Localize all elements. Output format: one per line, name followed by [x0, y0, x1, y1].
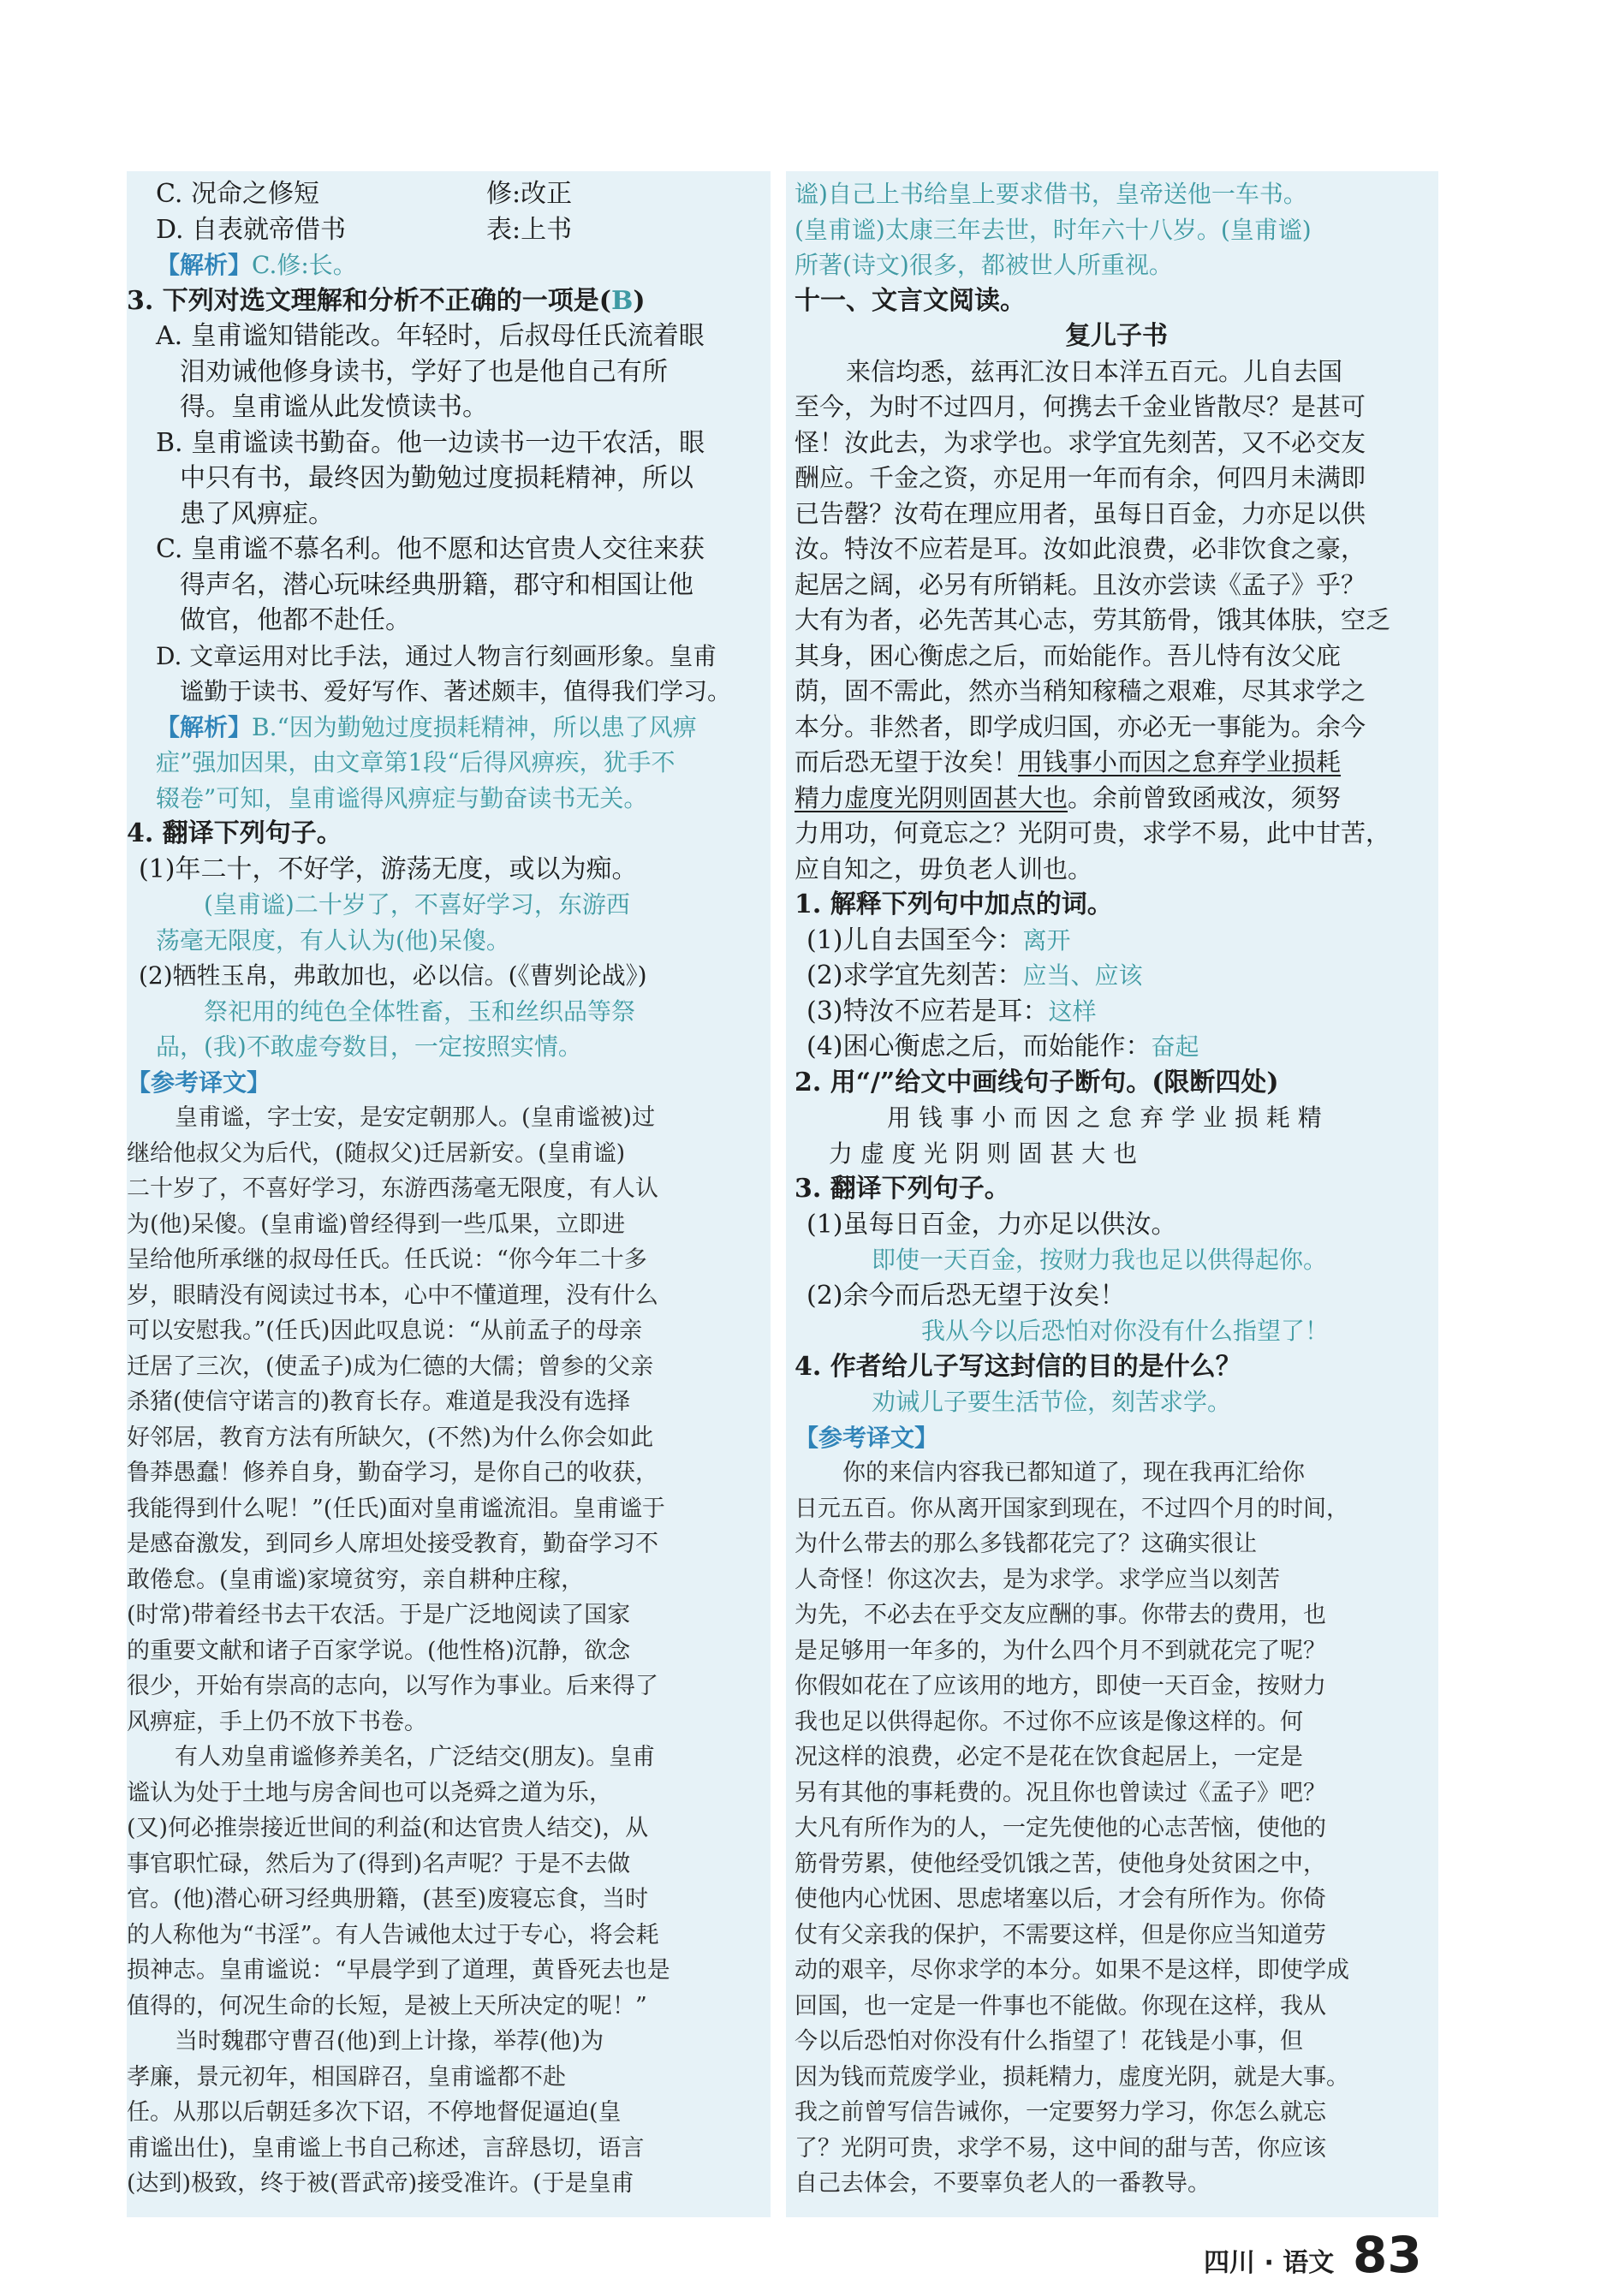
reference-translation-heading: 【参考译文】 — [795, 1423, 939, 1452]
translation-line: 任。从那以后朝廷多次下诏，不停地督促逼迫(皇 — [127, 2099, 622, 2126]
passage-line: 怪！汝此去，为求学也。求学宜先刻苦，又不必交友 — [795, 427, 1366, 457]
passage-line: 应自知之，毋负老人训也。 — [795, 854, 1093, 883]
passage-line: 酬应。千金之资，亦足用一年而有余，何四月未满即 — [795, 463, 1366, 492]
translation-line: 为什么带去的那么多钱都花完了？这确实很让 — [795, 1531, 1257, 1557]
q4-stem: 4. 翻译下列句子。 — [127, 818, 342, 848]
passage-line: 力用功，何竟忘之？光阴可贵，求学不易，此中甘苦， — [795, 818, 1391, 848]
q3-opt-line: 中只有书，最终因为勤勉过度损耗精神，所以 — [180, 463, 693, 493]
passage-line: 至今，为时不过四月，何携去千金业皆散尽？是甚可 — [795, 392, 1366, 421]
translation-line: 鲁莽愚蠢！修养自身，勤奋学习，是你自己的收获， — [127, 1460, 658, 1486]
translation-line: 二十岁了，不喜好学习，东游西荡毫无限度，有人认 — [127, 1175, 658, 1202]
option-c-gloss: 修:改正 — [486, 179, 573, 209]
passage-line: 起居之阔，必另有所销耗。且汝亦尝读《孟子》乎？ — [795, 569, 1366, 599]
translation-line: 可以安慰我。”(任氏)因此叹息说：“从前孟子的母亲 — [127, 1318, 643, 1344]
translation-line: 人奇怪！你这次去，是为求学。求学应当以刻苦 — [795, 1566, 1280, 1593]
q1-answer: 奋起 — [1151, 1032, 1199, 1061]
q3-sentence-2: (2)余今而后恐无望于汝矣！ — [806, 1280, 1126, 1311]
translation-line: 自己去体会，不要辜负老人的一番教导。 — [795, 2170, 1211, 2197]
q1-item: (4)困心衡虑之后，而始能作：奋起 — [806, 1032, 1199, 1062]
q4-sentence-2: (2)牺牲玉帛，弗敢加也，必以信。(《曹刿论战》) — [139, 961, 647, 990]
translation-line: 了？光阴可贵，求学不易，这中间的甜与苦，你应该 — [795, 2134, 1326, 2162]
q1-stem: 1. 解释下列句中加点的词。 — [795, 889, 1113, 919]
translation-line: 你的来信内容我已都知道了，现在我再汇给你 — [842, 1460, 1305, 1486]
passage-line: 而后恐无望于汝矣！用钱事小而因之怠弃学业损耗 — [795, 747, 1342, 776]
translation-line: 有人劝皇甫谧修养美名，广泛结交(朋友)。皇甫 — [175, 1744, 656, 1770]
q1-item: (3)特汝不应若是耳：这样 — [806, 996, 1097, 1026]
q3-stem: 3. 翻译下列句子。 — [795, 1174, 1010, 1204]
underlined-sentence: 精力虚度光阴则固甚大也 — [795, 782, 1068, 812]
q1-answer: 应当、应该 — [1022, 961, 1143, 990]
translation-continued: 所著(诗文)很多，都被世人所重视。 — [795, 251, 1173, 279]
q1-item: (2)求学宜先刻苦：应当、应该 — [806, 961, 1143, 990]
reference-translation — [795, 1455, 1438, 2202]
q1-answer: 这样 — [1048, 996, 1097, 1026]
translation-line: 皇甫谧，字士安，是安定朝那人。(皇甫谧被)过 — [175, 1104, 656, 1131]
q3-opt-line: 泪劝诫他修身读书，学好了也是他自己有所 — [180, 356, 668, 387]
q3-answer: B — [610, 285, 634, 316]
translation-line: 动的艰辛，尽你求学的本分。如果不是这样，即使学成 — [795, 1957, 1349, 1984]
translation-line: 敢倦怠。(皇甫谧)家境贫穷，亲自耕种庄稼， — [127, 1566, 585, 1593]
translation-line: 是感奋激发，到同乡人席坦处接受教育，勤奋学习不 — [127, 1531, 658, 1557]
translation-line: 官。(他)潜心研习经典册籍，(甚至)废寝忘食，当时 — [127, 1886, 649, 1912]
translation-line: 值得的，何况生命的长短，是被上天所决定的呢！” — [127, 1992, 647, 2019]
translation-line: 呈给他所承继的叔母任氏。任氏说：“你今年二十多 — [127, 1246, 647, 1273]
option-d-gloss: 表:上书 — [486, 214, 573, 245]
translation-line: 杀猪(使信守诺言的)教育长存。难道是我没有选择 — [127, 1389, 631, 1415]
q4-stem: 4. 作者给儿子写这封信的目的是什么？ — [795, 1351, 1241, 1382]
page-number: 83 — [1353, 2226, 1422, 2284]
translation-line: 日元五百。你从离开国家到现在，不过四个月的时间， — [795, 1495, 1349, 1522]
right-column — [786, 171, 1438, 2217]
reference-translation-heading: 【参考译文】 — [127, 1068, 271, 1097]
translation-line: 的人称他为“书淫”。有人告诫他太过于专心，将会耗 — [127, 1921, 659, 1948]
passage-line: 来信均悉，兹再汇汝日本洋五百元。儿自去国 — [846, 356, 1343, 386]
q4-answer-2: 祭祀用的纯色全体牲畜，玉和丝织品等祭 — [204, 996, 636, 1026]
option-c-line: C. 况命之修短 修:改正 — [127, 176, 762, 212]
translation-line: 岁，眼睛没有阅读过书本，心中不懂道理，没有什么 — [127, 1282, 658, 1309]
q2-answer-line: 力 虚 度 光 阴 则 固 甚 大 也 — [829, 1139, 1138, 1168]
q3-opt-line: 谧勤于读书、爱好写作、著述颇丰，值得我们学习。 — [180, 677, 732, 705]
translation-line: 是足够用一年多的，为什么四个月不到就花完了呢？ — [795, 1637, 1326, 1664]
q3-opt-line: 得声名，潜心玩味经典册籍，郡守和相国让他 — [180, 569, 693, 600]
left-column — [127, 171, 771, 2217]
translation-line: (达到)极致，终于被(晋武帝)接受准许。(于是皇甫 — [127, 2170, 634, 2197]
translation-line: (又)何必推崇接近世间的利益(和达官贵人结交)，从 — [127, 1815, 649, 1841]
underlined-sentence: 用钱事小而因之怠弃学业损耗 — [1018, 747, 1342, 776]
option-d-line: D. 自表就帝借书 表:上书 — [127, 212, 762, 248]
translation-line: 事官职忙碌，然后为了(得到)名声呢？于是不去做 — [127, 1850, 631, 1877]
q3-stem: 3. 下列对选文理解和分析不正确的一项是(B) — [127, 285, 646, 316]
q4-sentence-1: (1)年二十，不好学，游荡无度，或以为痴。 — [139, 854, 638, 884]
translation-line: 当时魏郡守曹召(他)到上计掾，举荐(他)为 — [175, 2028, 604, 2055]
passage-line: 已告罄？汝苟在理应用者，虽每日百金，力亦足以供 — [795, 498, 1366, 528]
q2-answer-line: 用 钱 事 小 而 因 之 怠 弃 学 业 损 耗 精 — [887, 1103, 1322, 1132]
q3-opt-line: 得。皇甫谧从此发愤读书。 — [180, 392, 488, 422]
translation-line: 很少，开始有崇高的志向，以写作为事业。后来得了 — [127, 1673, 658, 1699]
translation-line: 继给他叔父为后代，(随叔父)迁居新安。(皇甫谧) — [127, 1139, 626, 1167]
translation-line: 我之前曾写信告诫你，一定要努力学习，你怎么就忘 — [795, 2099, 1326, 2126]
q2-stem: 2. 用“/”给文中画线句子断句。(限断四处) — [795, 1067, 1279, 1097]
q3-opt-line: A. 皇甫谧知错能改。年轻时，后叔母任氏流着眼 — [156, 321, 705, 351]
translation-line: 损神志。皇甫谧说：“早晨学到了道理，黄昏死去也是 — [127, 1957, 670, 1984]
q4-answer: 劝诫儿子要生活节俭，刻苦求学。 — [872, 1388, 1232, 1416]
translation-line: 好邻居，教育方法有所缺欠，(不然)为什么你会如此 — [127, 1424, 654, 1451]
translation-line: 为(他)呆傻。(皇甫谧)曾经得到一些瓜果，立即进 — [127, 1210, 626, 1238]
q3-analysis-line: 辍卷”可知，皇甫谧得风痹症与勤奋读书无关。 — [156, 783, 648, 812]
translation-line: 迁居了三次，(使孟子)成为仁德的大儒；曾参的父亲 — [127, 1353, 654, 1380]
passage-line: 精力虚度光阴则固甚大也。余前曾致函戒汝，须努 — [795, 782, 1342, 812]
translation-line: 甫谧出仕)，皇甫谧上书自己称述，言辞恳切，语言 — [127, 2134, 645, 2162]
q2-analysis: 【解析】C.修:长。 — [156, 251, 357, 279]
translation-continued: (皇甫谧)太康三年去世，时年六十八岁。(皇甫谧) — [795, 215, 1312, 244]
translation-line: 回国，也一定是一件事也不能做。你现在这样，我从 — [795, 1992, 1326, 2019]
region-subject-label: 四川 · 语文 — [1204, 2248, 1335, 2278]
translation-line: 因为钱而荒废学业，损耗精力，虚度光阴，就是大事。 — [795, 2063, 1349, 2091]
q3-answer-2: 我从今以后恐怕对你没有什么指望了！ — [921, 1317, 1330, 1345]
q1-answer: 离开 — [1022, 925, 1071, 955]
translation-line: 你假如花在了应该用的地方，即使一天百金，按财力 — [795, 1673, 1326, 1699]
reference-translation — [127, 1100, 762, 2202]
q3-opt-line: 患了风痹症。 — [180, 498, 334, 529]
q3-opt-line: 做官，他都不赴任。 — [180, 605, 411, 635]
passage-line: 本分。非然者，即学成归国，亦必无一事能为。余今 — [795, 711, 1366, 741]
translation-line: 孝廉，景元初年，相国辟召，皇甫谧都不赴 — [127, 2063, 566, 2091]
section-heading: 十一、文言文阅读。 — [795, 285, 1026, 316]
translation-line: 使他内心忧困、思虑堵塞以后，才会有所作为。你倚 — [795, 1886, 1326, 1912]
translation-line: 我能得到什么呢！”(任氏)面对皇甫谧流泪。皇甫谧于 — [127, 1495, 665, 1522]
passage-line: 汝。特汝不应若是耳。汝如此浪费，必非饮食之豪， — [795, 534, 1366, 563]
passage-line: 大有为者，必先苦其心志，劳其筋骨，饿其体肤，空乏 — [795, 605, 1391, 634]
translation-line: 的重要文献和诸子百家学说。(他性格)沉静，欲念 — [127, 1637, 631, 1664]
translation-line: (时常)带着经书去干农活。于是广泛地阅读了国家 — [127, 1602, 631, 1628]
translation-line: 况这样的浪费，必定不是花在饮食起居上，一定是 — [795, 1744, 1303, 1770]
q4-answer-1: (皇甫谧)二十岁了，不喜好学习，东游西 — [204, 890, 630, 919]
translation-line: 大凡有所作为的人，一定先使他的心志苦恼，使他的 — [795, 1815, 1326, 1841]
q4-answer-2: 品，(我)不敢虚夸数目，一定按照实情。 — [156, 1032, 582, 1061]
q3-opt-line: D. 文章运用对比手法，通过人物言行刻画形象。皇甫 — [156, 641, 717, 670]
translation-line: 仗有父亲我的保护，不需要这样，但是你应当知道劳 — [795, 1921, 1326, 1948]
translation-line: 我也足以供得起你。不过你不应该是像这样的。何 — [795, 1708, 1303, 1735]
q1-item: (1)儿自去国至今：离开 — [806, 925, 1071, 955]
translation-line: 今以后恐怕对你没有什么指望了！花钱是小事，但 — [795, 2028, 1303, 2055]
translation-line: 风痹症，手上仍不放下书卷。 — [127, 1708, 427, 1735]
q3-analysis: 【解析】B.“因为勤勉过度损耗精神，所以患了风痹 — [156, 712, 697, 741]
passage-line: 其身，困心衡虑之后，而始能作。吾儿恃有汝父庇 — [795, 640, 1342, 670]
passage-title: 复儿子书 — [1065, 321, 1168, 351]
q3-opt-line: B. 皇甫谧读书勤奋。他一边读书一边干农活，眼 — [156, 427, 705, 458]
translation-continued: 谧)自己上书给皇上要求借书，皇帝送他一车书。 — [795, 180, 1307, 208]
translation-line: 谧认为处于土地与房舍间也可以尧舜之道为乐， — [127, 1779, 612, 1806]
q3-opt-line: C. 皇甫谧不慕名利。他不愿和达官贵人交往来获 — [156, 534, 705, 564]
q3-sentence-1: (1)虽每日百金，力亦足以供汝。 — [806, 1209, 1177, 1240]
translation-line: 筋骨劳累，使他经受饥饿之苦，使他身处贫困之中， — [795, 1850, 1326, 1877]
passage-line: 荫，固不需此，然亦当稍知稼穑之艰难，尽其求学之 — [795, 676, 1366, 705]
translation-line: 为先，不必去在乎交友应酬的事。你带去的费用，也 — [795, 1602, 1326, 1628]
q3-analysis-line: 症”强加因果，由文章第1段“后得风痹疾，犹手不 — [156, 748, 676, 776]
q3-answer-1: 即使一天百金，按财力我也足以供得起你。 — [872, 1246, 1328, 1274]
q4-answer-1: 荡毫无限度，有人认为(他)呆傻。 — [156, 925, 510, 955]
translation-line: 另有其他的事耗费的。况且你也曾读过《孟子》吧？ — [795, 1779, 1326, 1806]
